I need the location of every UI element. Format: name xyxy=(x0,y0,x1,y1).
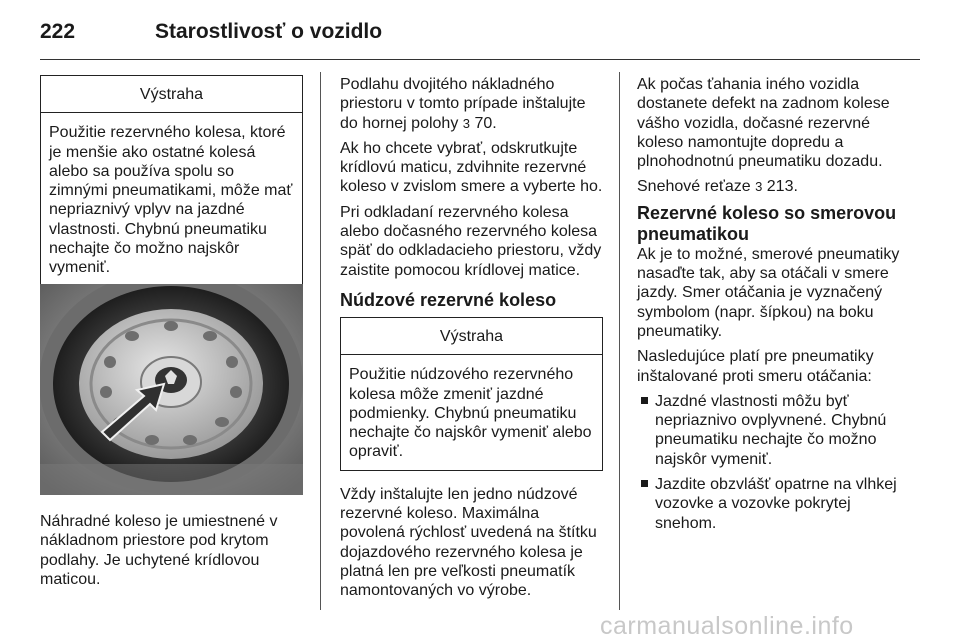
column-2 xyxy=(340,75,603,607)
paragraph xyxy=(340,75,603,133)
list-item xyxy=(637,475,903,533)
spare-wheel-photo xyxy=(40,284,303,495)
page-reference-arrow-icon: 3 xyxy=(755,179,763,195)
paragraph xyxy=(637,177,903,196)
column-1-caption xyxy=(40,512,303,595)
paragraph-text: Podlahu dvojitého nákladného priestoru v tomto prípade inštalujte do hornej polohy xyxy=(340,76,586,132)
paragraph: Ak počas ťahania iného vozidla dostanete defekt na zadnom kolese vášho vozidla, dočasné rezervné koleso namontujte dopredu a plnohodnotnú pneumatiku dozadu. xyxy=(637,76,890,171)
column-1 xyxy=(40,75,303,287)
list-item-text: Jazdné vlastnosti môžu byť nepriaznivo ovplyvnené. Chybnú pneumatiku nechajte čo možno najskôr vymeniť. xyxy=(655,392,887,468)
paragraph: Pri odkladaní rezervného kolesa alebo dočasného rezervného kolesa späť do odkladacieho priestoru, vždy zaistite pomocou krídlovej matice. xyxy=(340,203,602,279)
paragraph: Vždy inštalujte len jedno núdzové rezervné koleso. Maximálna povolená rýchlosť uvedená na štítku dojazdového rezervného kolesa je platná len pre veľkosti pneumatík namontovaných vo výrobe. xyxy=(340,485,597,600)
page-reference[interactable]: 70. xyxy=(474,114,497,132)
bullet-square-icon xyxy=(641,480,648,487)
paragraph: Nasledujúce platí pre pneumatiky inštalované proti smeru otáčania: xyxy=(637,348,874,385)
page-title: Starostlivosť o vozidlo xyxy=(155,20,383,43)
column-separator xyxy=(619,72,620,610)
photo-caption: Náhradné koleso je umiestnené v nákladnom priestore pod krytom podlahy. Je uchytené krídlovou maticou. xyxy=(40,513,278,588)
list-item xyxy=(637,392,903,469)
page-number: 222 xyxy=(40,20,76,43)
page-header xyxy=(40,12,920,52)
section-heading: Rezervné koleso so smerovou pneumatikou xyxy=(637,202,897,244)
bullet-list xyxy=(637,392,903,533)
list-item-text: Jazdite obzvlášť opatrne na vlhkej vozovke a vozovke pokrytej snehom. xyxy=(655,476,897,532)
watermark: carmanualsonline.info xyxy=(600,612,854,640)
column-3 xyxy=(637,75,903,539)
page-reference-arrow-icon: 3 xyxy=(462,115,470,131)
paragraph: Ak ho chcete vybrať, odskrutkujte krídlovú maticu, zdvihnite rezervné koleso v zvislom smere a vyberte ho. xyxy=(340,139,603,196)
header-rule xyxy=(40,59,920,60)
paragraph-text: Snehové reťaze xyxy=(637,178,751,196)
warning-text: Použitie rezervného kolesa, ktoré je menšie ako ostatné kolesá alebo sa používa spolu so zimnými pneumatikami, môže mať nepriaznivý vplyv na jazdné vlastnosti. Chybnú pneumatiku nechajte čo možno najskôr vymeniť. xyxy=(49,124,293,277)
paragraph: Ak je to možné, smerové pneumatiky nasaďte tak, aby sa otáčali v smere jazdy. Smer otáčania je vyznačený symbolom (napr. šípkou) na boku pneumatiky. xyxy=(637,245,900,340)
section-heading: Núdzové rezervné koleso xyxy=(340,289,557,310)
warning-box xyxy=(40,75,303,287)
page-reference[interactable]: 213. xyxy=(766,178,798,196)
warning-title: Výstraha xyxy=(41,76,302,113)
column-separator xyxy=(320,72,321,610)
spare-wheel-illustration xyxy=(40,284,303,495)
warning-text: Použitie núdzového rezervného kolesa môže zmeniť jazdné podmienky. Chybnú pneumatiku nechajte čo najskôr vymeniť alebo opraviť. xyxy=(349,366,592,461)
bullet-square-icon xyxy=(641,397,648,404)
warning-box xyxy=(340,317,603,471)
warning-title: Výstraha xyxy=(341,318,602,355)
